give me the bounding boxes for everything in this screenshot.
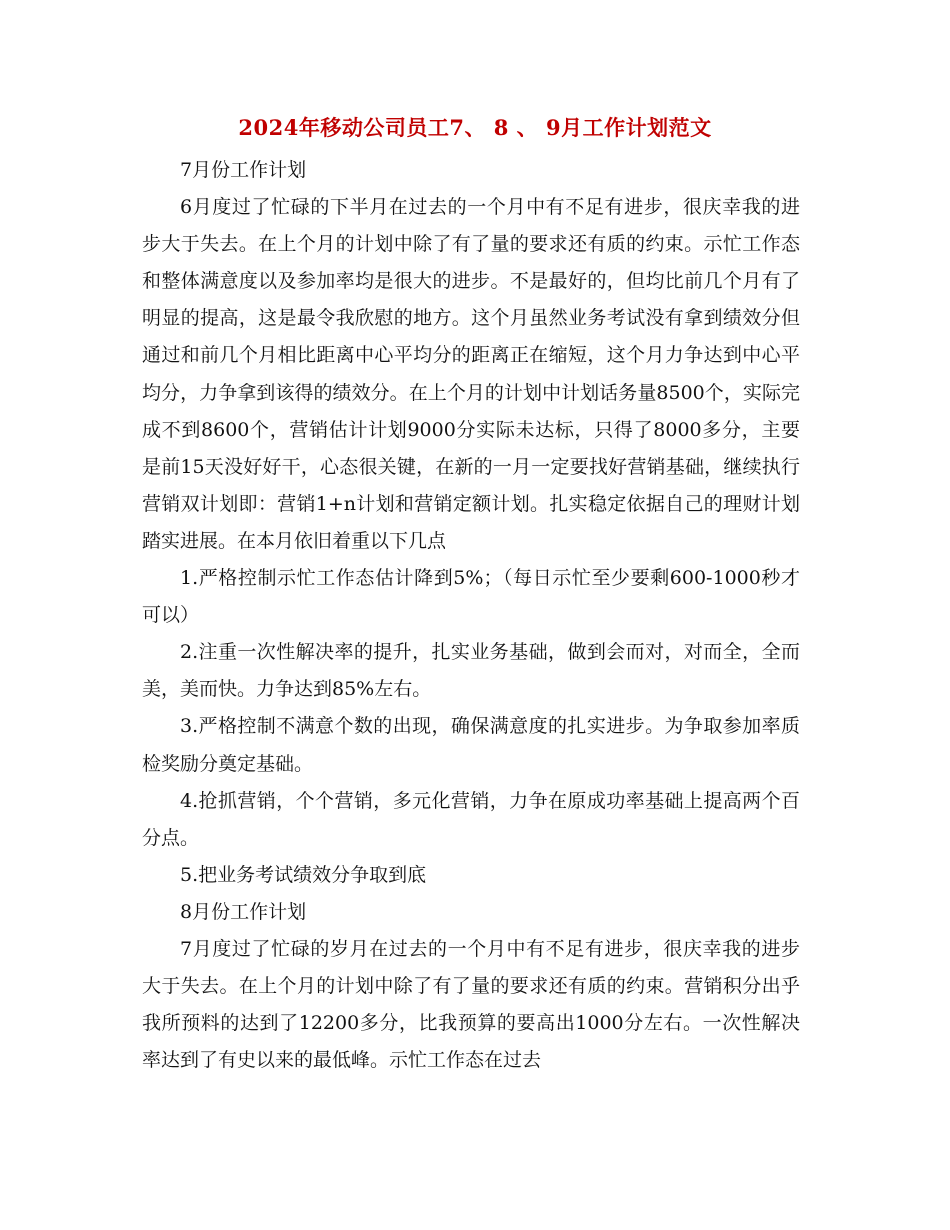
paragraph-august-review: 7月度过了忙碌的岁月在过去的一个月中有不足有进步，很庆幸我的进步大于失去。在上个月的计划中除了有了量的要求还有质的约束。营销积分出乎我所预料的达到了12200多分，比我预算的要高出1000分左右。一次性解决率达到了有史以来的最低峰。示忙工作态在过去 — [142, 937, 800, 1072]
list-item-5: 5.把业务考试绩效分争取到底 — [180, 863, 427, 886]
section-heading-august: 8月份工作计划 — [180, 900, 307, 923]
list-item-4: 4.抢抓营销，个个营销，多元化营销，力争在原成功率基础上提高两个百分点。 — [142, 789, 800, 849]
list-item-3: 3.严格控制不满意个数的出现，确保满意度的扎实进步。为争取参加率质检奖励分奠定基础。 — [142, 715, 800, 775]
section-heading-july: 7月份工作计划 — [180, 159, 307, 181]
document-body — [142, 152, 800, 1079]
list-item-1: 1.严格控制示忙工作态估计降到5%；（每日示忙至少要剩600-1000秒才可以） — [142, 567, 800, 627]
document-title: 2024年移动公司员工7、 8 、 9月工作计划范文 — [238, 115, 712, 140]
paragraph-july-review: 6月度过了忙碌的下半月在过去的一个月中有不足有进步，很庆幸我的进步大于失去。在上个月的计划中除了有了量的要求还有质的约束。示忙工作态和整体满意度以及参加率均是很大的进步。不是最好的，但均比前几个月有了明显的提高，这是最令我欣慰的地方。这个月虽然业务考试没有拿到绩效分但通过和前几个月相比距离中心平均分的距离正在缩短，这个月力争达到中心平均分，力争拿到该得的绩效分。在上个月的计划中计划话务量8500个，实际完成不到8600个，营销估计计划9000分实际未达标，只得了8000多分，主要是前15天没好好干，心态很关键，在新的一月一定要找好营销基础，继续执行营销双计划即：营销1+n计划和营销定额计划。扎实稳定依据自己的理财计划踏实进展。在本月依旧着重以下几点 — [142, 196, 800, 552]
list-item-2: 2.注重一次性解决率的提升，扎实业务基础，做到会而对，对而全，全而美，美而快。力争达到85%左右。 — [142, 641, 800, 701]
